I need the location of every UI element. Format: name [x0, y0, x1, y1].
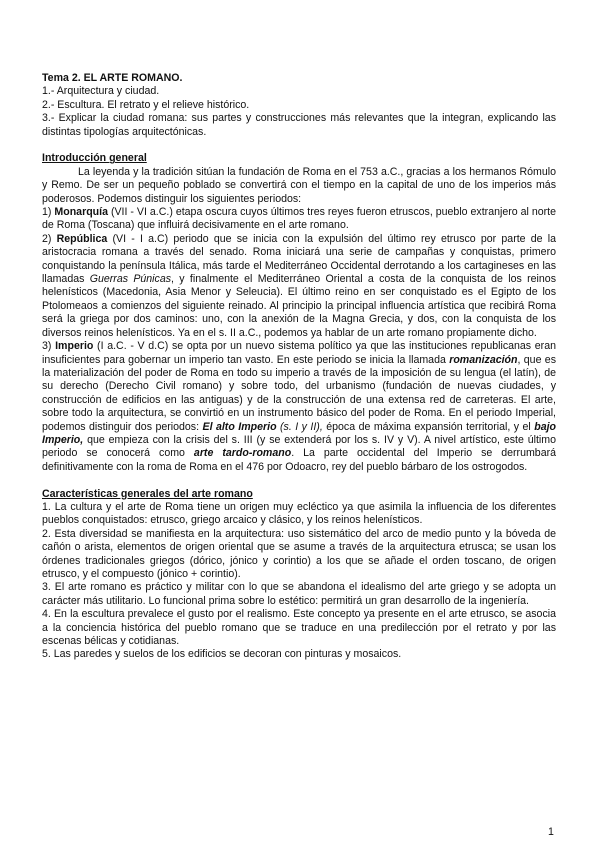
- feature-item-5: 5. Las paredes y suelos de los edificios se decoran con pinturas y mosaicos.: [42, 648, 402, 661]
- term-romanizacion: romanización: [449, 353, 518, 366]
- feature-item-1: 1. La cultura y el arte de Roma tiene un origen muy ecléctico ya que asimila la influencia de los diferentes pueblos conquistados: etrusco, griego arcaico y clásico, y los reinos helenísticos.: [42, 500, 556, 527]
- term-republica: República: [56, 232, 108, 245]
- feature-item-2: 2. Esta diversidad se manifiesta en la arquitectura: uso sistemático del arco de medio punto y la bóveda de cañón o arista, elementos de origen oriental que se asume a través de la arquitectura etrusca; se usan los órdenes tradicionales griegos (dórico, jónico y corintio) a los que se añade el orden toscano, de origen etrusco, y el compuesto (jónico + corintio).: [42, 527, 556, 580]
- intro-heading: Introducción general: [42, 152, 147, 165]
- term-arte-tardo-romano: arte tardo-romano: [193, 447, 292, 460]
- objective-3: 3.- Explicar la ciudad romana: sus partes y construcciones más relevantes que la integran, explicando las distintas tipologías arquitectónicas.: [42, 112, 556, 138]
- period-imperio: 3) Imperio (I a.C. - V d.C) se opta por un nuevo sistema político ya que las instituciones republicanas eran insuficientes para gobernar un imperio tan vasto. En este periodo se inicia la llamada romanización, que es la materialización del poder de Roma en todo su imperio a través de la imposición de su lengua (el latín), de su derecho (Derecho Civil romano) y sobre todo, del urbanismo (fundación de nuevas ciudades, y construcción de edificios en las antiguas) y de la construcción de una extensa red de carreteras. El arte, sobre todo la arquitectura, se convirtió en un instrumento básico del poder de Roma. En el periodo Imperial, podemos distinguir dos periodos: El alto Imperio (s. I y II), época de máxima expansión territorial, y el bajo Imperio, que empieza con la crisis del s. III (y se extenderá por los s. IV y V). A nivel artístico, este último periodo se conocerá como arte tardo-romano. La parte occidental del Imperio se derrumbará definitivamente con la roma de Roma en el 476 por Odoacro, rey del pueblo bárbaro de los ostrogodos.: [42, 340, 557, 473]
- features-heading: Características generales del arte romano: [42, 487, 253, 500]
- period-republica: 2) República (VI - I a.C) periodo que se inicia con la expulsión del último rey etrusco por parte de la aristocracia romana a través del senado. Roma iniciará una serie de campañas y conquistas, primero conquistando la península Itálica, más tarde el Mediterráneo Occidental derrotando a los cartagineses en las llamadas Guerras Púnicas, y finalmente el Mediterráneo Oriental a costa de la conquista de los reinos helenísticos (Macedonia, Asia Menor y Seleucia). El último reino en ser conquistado es el Egipto de los Ptolomeaos a comienzos del siguiente reinado. Al principio la principal influencia artística que recibirá Roma será la griega por dos caminos: uno, con la anexión de la Magna Grecia, y dos, con la conquista de los diversos reinos helenísticos. Ya en el s. II a.C., podemos ya hablar de un arte romano propiamente dicho.: [42, 232, 556, 339]
- objective-2: 2.- Escultura. El retrato y el relieve histórico.: [42, 98, 250, 111]
- feature-item-3: 3. El arte romano es práctico y militar con lo que se abandona el idealismo del arte griego y se adopta un carácter más utilitario. Lo funcional prima sobre lo estético: permitirá un gran desarrollo de la ingeniería.: [42, 581, 556, 607]
- term-monarquia: Monarquía: [54, 206, 108, 219]
- objective-1: 1.- Arquitectura y ciudad.: [42, 85, 160, 98]
- intro-paragraph: La leyenda y la tradición sitúan la fundación de Roma en el 753 a.C., gracias a los hermanos Rómulo y Remo. De ser un pequeño poblado se convertirá con el tiempo en la capital de uno de los imperios más poderosos. Podemos distinguir los siguientes periodos:: [42, 165, 556, 205]
- term-imperio: Imperio: [55, 340, 94, 353]
- document-title: Tema 2. EL ARTE ROMANO.: [42, 72, 183, 84]
- period-monarquia: 1) Monarquía (VII - VI a.C.) etapa oscura cuyos últimos tres reyes fueron etruscos, pueblo extranjero al norte de Roma (Toscana) que influirá decisivamente en el arte romano.: [42, 206, 556, 232]
- page-number: 1: [548, 826, 554, 838]
- document-page: [42, 72, 556, 662]
- term-bajo-imperio: bajo Imperio,: [42, 420, 556, 446]
- term-alto-imperio: El alto Imperio: [202, 420, 277, 433]
- feature-item-4: 4. En la escultura prevalece el gusto por el realismo. Este concepto ya presente en el arte etrusco, se asocia a la conciencia histórica del pueblo romano que se traduce en una predilección por el retrato y por las escenas bélicas y cotidianas.: [42, 608, 556, 648]
- term-guerras-punicas: Guerras Púnicas: [89, 273, 172, 286]
